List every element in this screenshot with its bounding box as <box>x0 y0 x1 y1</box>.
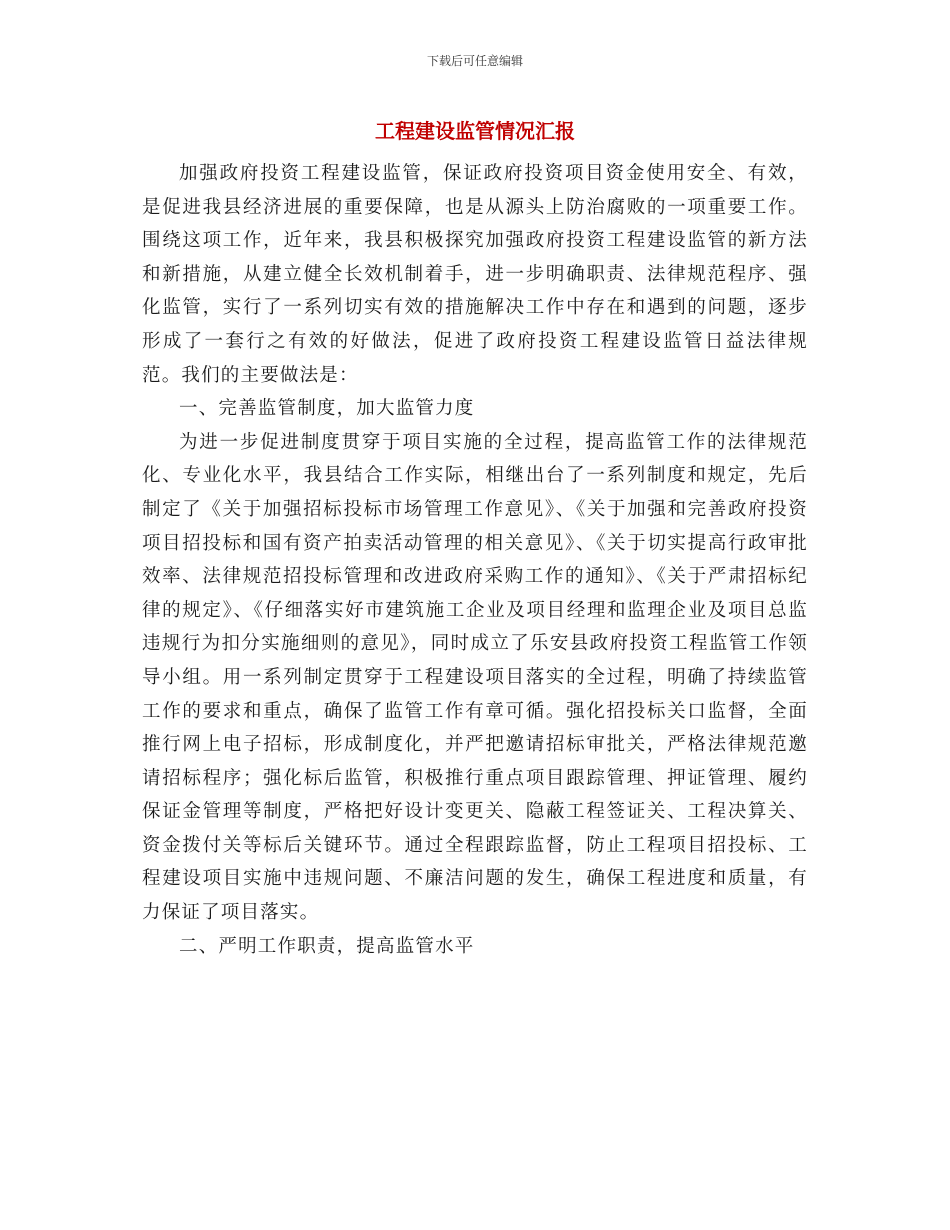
section-heading-1: 一、完善监管制度，加大监管力度 <box>179 398 475 420</box>
document-title: 工程建设监管情况汇报 <box>375 119 575 143</box>
section-heading-2: 二、严明工作职责，提高监管水平 <box>179 935 475 957</box>
header-note: 下载后可任意编辑 <box>426 54 523 68</box>
document-body <box>142 157 808 963</box>
paragraph-section-1: 为进一步促进制度贯穿于项目实施的全过程，提高监管工作的法律规范化、专业化水平，我县结合工作实际，相继出台了一系列制度和规定，先后制定了《关于加强招标投标市场管理工作意见》、《关于加强和完善政府投资项目招投标和国有资产拍卖活动管理的相关意见》、《关于切实提高行政审批效率、法律规范招投标管理和改进政府采购工作的通知》、《关于严肃招标纪律的规定》、《仔细落实好市建筑施工企业及项目经理和监理企业及项目总监违规行为扣分实施细则的意见》，同时成立了乐安县政府投资工程监管工作领导小组。用一系列制定贯穿于工程建设项目落实的全过程，明确了持续监管工作的要求和重点，确保了监管工作有章可循。强化招投标关口监督，全面推行网上电子招标，形成制度化，并严把邀请招标审批关，严格法律规范邀请招标程序；强化标后监管，积极推行重点项目跟踪管理、押证管理、履约保证金管理等制度，严格把好设计变更关、隐蔽工程签证关、工程决算关、资金拨付关等标后关键环节。通过全程跟踪监督，防止工程项目招投标、工程建设项目实施中违规问题、不廉洁问题的发生，确保工程进度和质量，有力保证了项目落实。 <box>142 431 808 924</box>
paragraph-intro: 加强政府投资工程建设监管，保证政府投资项目资金使用安全、有效，是促进我县经济进展的重要保障，也是从源头上防治腐败的一项重要工作。围绕这项工作，近年来，我县积极探究加强政府投资工程建设监管的新方法和新措施，从建立健全长效机制着手，进一步明确职责、法律规范程序、强化监管，实行了一系列切实有效的措施解决工作中存在和遇到的问题，逐步形成了一套行之有效的好做法，促进了政府投资工程建设监管日益法律规范。我们的主要做法是： <box>142 163 808 386</box>
